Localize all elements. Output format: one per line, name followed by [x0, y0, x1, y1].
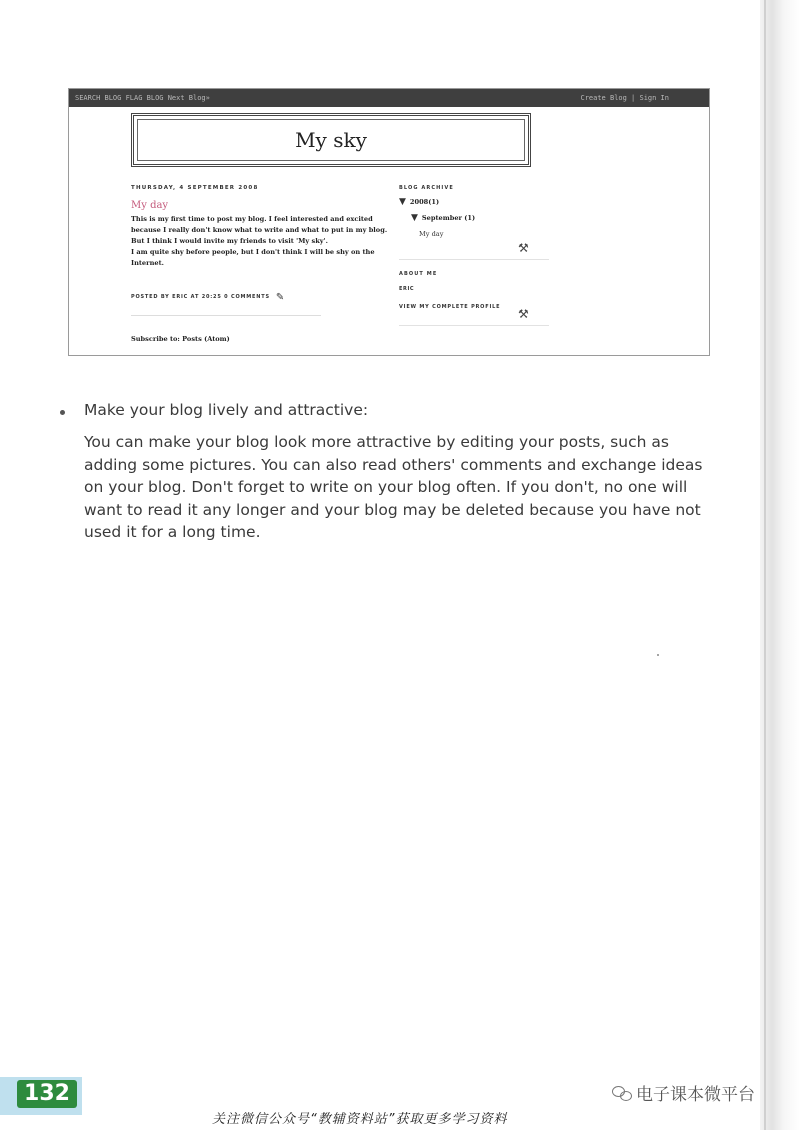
- about-name: ERIC: [399, 286, 415, 292]
- blog-screenshot: [68, 88, 710, 356]
- view-profile-link[interactable]: VIEW MY COMPLETE PROFILE: [399, 304, 501, 310]
- blog-title: My sky: [295, 128, 367, 152]
- blog-title-box: [131, 113, 531, 167]
- scan-speck: [657, 654, 659, 656]
- blog-navbar: [69, 89, 709, 107]
- archive-year-label: 2008(1): [409, 198, 440, 206]
- post-date: THURSDAY, 4 SEPTEMBER 2008: [131, 185, 259, 191]
- post-line: Internet.: [131, 259, 164, 267]
- paragraph-line: want to read it any longer and your blog may be deleted because you have not: [84, 500, 701, 519]
- wrench-screwdriver-icon[interactable]: ⚒: [518, 241, 529, 255]
- navbar-left-links[interactable]: SEARCH BLOG FLAG BLOG Next Blog»: [75, 94, 210, 102]
- bullet-icon: [60, 410, 65, 415]
- archive-month[interactable]: [411, 213, 475, 223]
- post-line: This is my first time to post my blog. I feel interested and excited: [131, 215, 373, 223]
- subscribe-link[interactable]: Subscribe to: Posts (Atom): [131, 335, 230, 343]
- sidebar-divider: [399, 259, 549, 260]
- page-number: 132: [17, 1080, 77, 1108]
- body-paragraph: [84, 431, 724, 544]
- section-heading: Make your blog lively and attractive:: [84, 401, 369, 419]
- post-line: because I really don't know what to write and what to put in my blog.: [131, 226, 388, 234]
- wrench-screwdriver-icon[interactable]: ⚒: [518, 307, 529, 321]
- sidebar-divider: [399, 325, 549, 326]
- page-edge-line: [764, 0, 766, 1130]
- watermark-brand: [612, 1080, 755, 1105]
- paragraph-line: You can make your blog look more attractive by editing your posts, such as: [84, 433, 669, 451]
- page-edge-shadow: [760, 0, 800, 1130]
- paragraph-line: on your blog. Don't forget to write on your blog often. If you don't, no one will: [84, 478, 688, 496]
- post-footer: [131, 292, 285, 303]
- about-header: ABOUT ME: [399, 271, 438, 277]
- navbar-right-links[interactable]: Create Blog | Sign In: [580, 94, 669, 102]
- watermark-brand-text: 电子课本微平台: [636, 1085, 755, 1105]
- post-line: But I think I would invite my friends to visit 'My sky'.: [131, 237, 328, 245]
- down-triangle-icon[interactable]: ▼: [411, 213, 418, 223]
- wechat-icon: [612, 1085, 632, 1101]
- paragraph-line: adding some pictures. You can also read others' comments and exchange ideas: [84, 455, 703, 474]
- archive-header: BLOG ARCHIVE: [399, 185, 454, 191]
- post-title[interactable]: My day: [131, 200, 169, 211]
- post-line: I am quite shy before people, but I don't think I will be shy on the: [131, 248, 375, 256]
- post-divider: [131, 315, 321, 316]
- pencil-icon[interactable]: ✎: [275, 292, 286, 303]
- archive-year[interactable]: [399, 197, 439, 207]
- post-footer-text[interactable]: POSTED BY ERIC AT 20:25 0 COMMENTS: [131, 294, 270, 300]
- archive-post-link[interactable]: My day: [419, 230, 444, 238]
- archive-month-label: September (1): [421, 214, 476, 222]
- post-body: [131, 214, 393, 269]
- down-triangle-icon[interactable]: ▼: [399, 197, 406, 207]
- paragraph-line: used it for a long time.: [84, 523, 261, 541]
- watermark-footer: 关注微信公众号“教辅资料站”获取更多学习资料: [212, 1112, 508, 1127]
